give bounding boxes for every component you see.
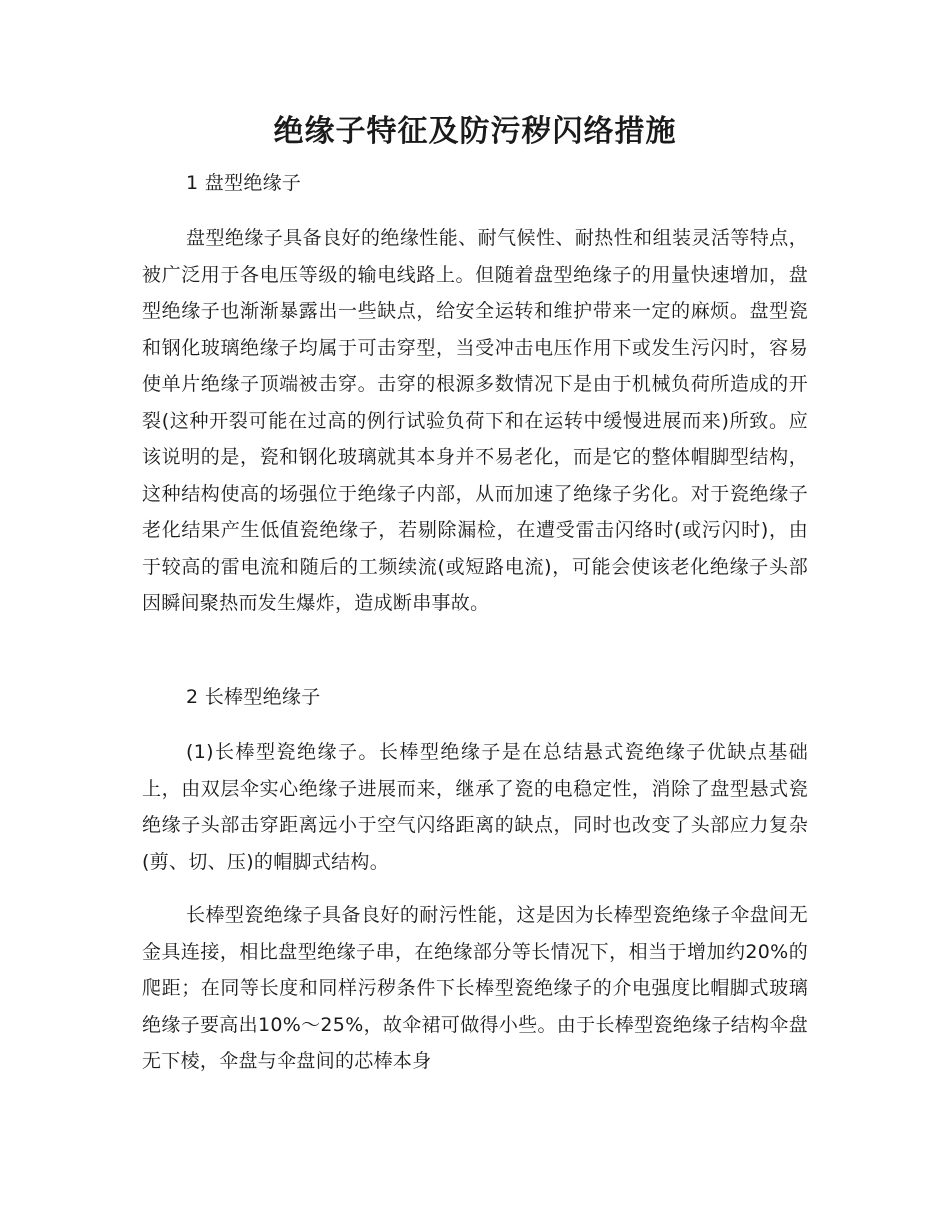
paragraph-2-1: (1)长棒型瓷绝缘子。长棒型绝缘子是在总结悬式瓷绝缘子优缺点基础上，由双层伞实心绝缘子进展而来，继承了瓷的电稳定性，消除了盘型悬式瓷绝缘子头部击穿距离远小于空气闪络距离的缺点，同时也改变了头部应力复杂(剪、切、压)的帽脚式结构。 [142, 741, 808, 873]
section-heading-2: 2 长棒型绝缘子 [186, 686, 321, 708]
document-title: 绝缘子特征及防污秽闪络措施 [273, 114, 677, 149]
paragraph-1-1: 盘型绝缘子具备良好的绝缘性能、耐气候性、耐热性和组装灵活等特点，被广泛用于各电压等级的输电线路上。但随着盘型绝缘子的用量快速增加，盘型绝缘子也渐渐暴露出一些缺点，给安全运转和维护带来一定的麻烦。盘型瓷和钢化玻璃绝缘子均属于可击穿型，当受冲击电压作用下或发生污闪时，容易使单片绝缘子顶端被击穿。击穿的根源多数情况下是由于机械负荷所造成的开裂(这种开裂可能在过高的例行试验负荷下和在运转中缓慢进展而来)所致。应该说明的是，瓷和钢化玻璃就其本身并不易老化，而是它的整体帽脚型结构，这种结构使高的场强位于绝缘子内部，从而加速了绝缘子劣化。对于瓷绝缘子老化结果产生低值瓷绝缘子，若剔除漏检，在遭受雷击闪络时(或污闪时)，由于较高的雷电流和随后的工频续流(或短路电流)，可能会使该老化绝缘子头部因瞬间聚热而发生爆炸，造成断串事故。 [142, 227, 808, 614]
section-heading-1: 1 盘型绝缘子 [186, 172, 302, 194]
paragraph-2-2: 长棒型瓷绝缘子具备良好的耐污性能，这是因为长棒型瓷绝缘子伞盘间无金具连接，相比盘型绝缘子串，在绝缘部分等长情况下，相当于增加约20%的爬距；在同等长度和同样污秽条件下长棒型瓷绝缘子的介电强度比帽脚式玻璃绝缘子要高出10%～25%，故伞裙可做得小些。由于长棒型瓷绝缘子结构伞盘无下棱，伞盘与伞盘间的芯棒本身 [142, 904, 808, 1072]
